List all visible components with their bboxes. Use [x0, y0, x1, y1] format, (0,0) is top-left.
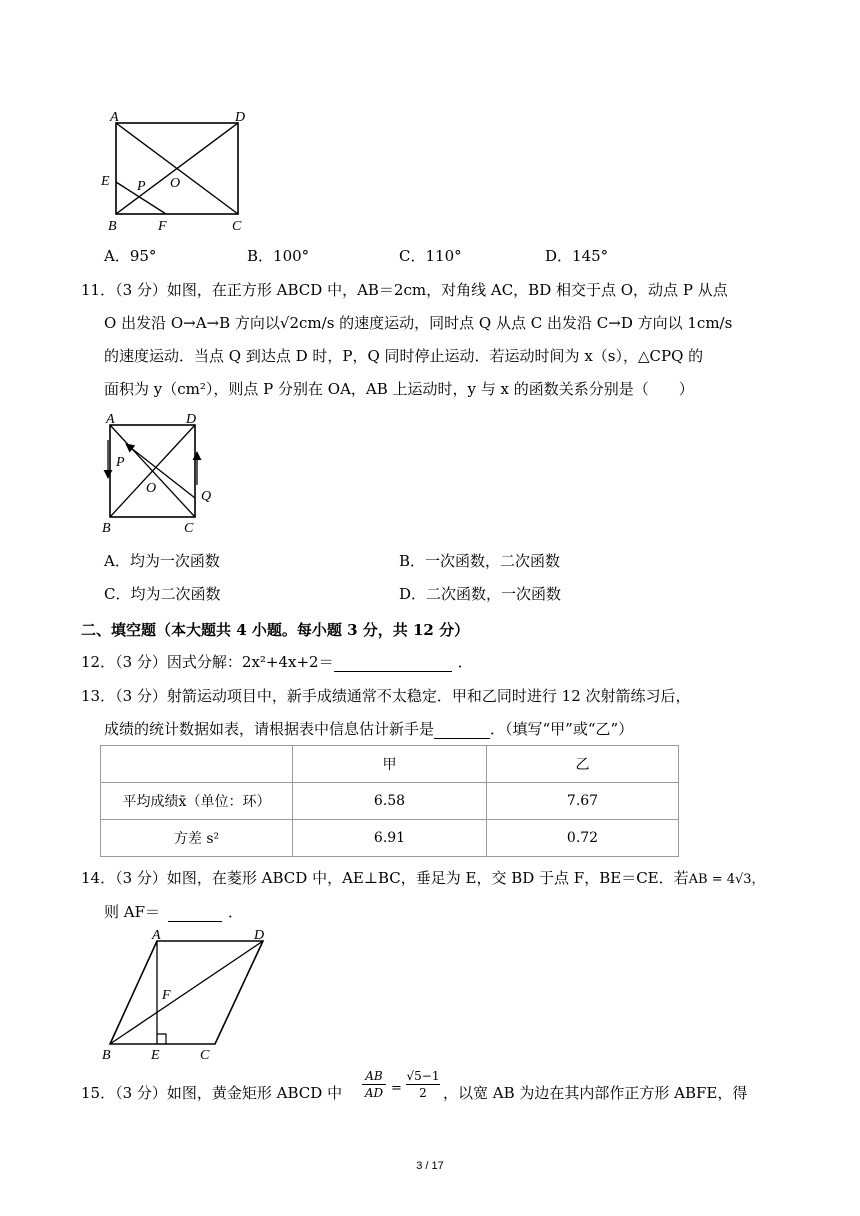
- q13-answer-blank: [434, 722, 490, 739]
- q15-fraction-ab-ad: AB AD: [362, 1068, 386, 1101]
- q14-rhombus-diagram: [96, 926, 276, 1064]
- q14-ab-value: AB = 4√3，: [688, 872, 765, 887]
- svg-text:D: D: [254, 928, 265, 943]
- q11-square-diagram: [96, 410, 226, 538]
- q13-line-1: 13．（3 分）射箭运动项目中，新手成绩通常不太稳定．甲和乙同时进行 12 次射箭练习后，: [81, 687, 691, 705]
- table-cell: 6.58: [293, 783, 487, 820]
- q14-line-2: 则 AF＝ ．: [104, 903, 244, 921]
- table-cell: 7.67: [487, 783, 679, 820]
- q11-figure: [96, 410, 226, 542]
- page-number: 3 / 17: [416, 1160, 444, 1172]
- q11-option-d: D．二次函数，一次函数: [399, 585, 562, 603]
- q11-option-a: A．均为一次函数: [104, 552, 220, 570]
- table-cell: 0.72: [487, 820, 679, 857]
- svg-text:P: P: [137, 179, 146, 194]
- svg-text:O: O: [146, 481, 157, 496]
- svg-text:D: D: [235, 110, 246, 125]
- q10-option-c: C．110°: [399, 247, 462, 265]
- svg-text:A: A: [110, 110, 119, 125]
- q10-option-d: D．145°: [545, 247, 609, 265]
- q13-line-2: 成绩的统计数据如表，请根据表中信息估计新手是 ．（填写“甲”或“乙”）: [104, 720, 634, 738]
- svg-text:B: B: [102, 1048, 111, 1063]
- svg-text:B: B: [102, 521, 111, 536]
- table-header-cell: 乙: [487, 746, 679, 783]
- table-header-row: [101, 746, 679, 783]
- svg-text:E: E: [151, 1048, 160, 1063]
- svg-text:F: F: [162, 988, 171, 1003]
- table-cell: 平均成绩x̄（单位：环）: [101, 783, 293, 820]
- svg-text:D: D: [186, 412, 197, 427]
- svg-text:O: O: [170, 176, 181, 191]
- svg-text:C: C: [200, 1048, 210, 1063]
- svg-text:A: A: [152, 928, 161, 943]
- q12-line: 12．（3 分）因式分解：2x²+4x+2＝ ．: [81, 653, 473, 671]
- q12-answer-blank: [334, 655, 452, 672]
- q11-line-2: O 出发沿 O→A→B 方向以√2cm/s 的速度运动，同时点 Q 从点 C 出发沿 C→D 方向以 1cm/s: [104, 314, 733, 332]
- svg-text:B: B: [108, 219, 117, 234]
- q14-figure: [96, 926, 276, 1068]
- table-row: [101, 783, 679, 820]
- q10-option-a: A．95°: [104, 247, 157, 265]
- svg-text:F: F: [158, 219, 167, 234]
- q10-option-b: B．100°: [247, 247, 310, 265]
- svg-text:C: C: [184, 521, 194, 536]
- sqrt-2: √2: [279, 314, 300, 332]
- svg-text:Q: Q: [201, 489, 212, 504]
- table-cell: 6.91: [293, 820, 487, 857]
- table-row: [101, 820, 679, 857]
- svg-text:P: P: [116, 455, 125, 470]
- svg-text:A: A: [106, 412, 115, 427]
- q11-option-c: C．均为二次函数: [104, 585, 221, 603]
- q10-rectangle-diagram: [96, 106, 256, 234]
- q11-line-3: 的速度运动．当点 Q 到达点 D 时，P，Q 同时停止运动．若运动时间为 x（s），△CPQ 的: [104, 347, 704, 365]
- q13-stats-table: [100, 745, 679, 857]
- q11-line-4: 面积为 y（cm²），则点 P 分别在 OA，AB 上运动时，y 与 x 的函数关系分别是（ ）: [104, 380, 694, 398]
- q10-figure: [96, 106, 256, 238]
- q11-option-b: B．一次函数，二次函数: [399, 552, 561, 570]
- q11-line-1: 11．（3 分）如图，在正方形 ABCD 中，AB＝2cm，对角线 AC，BD 相交于点 O，动点 P 从点: [81, 281, 728, 299]
- section-2-heading: 二、填空题（本大题共 4 小题。每小题 3 分，共 12 分）: [81, 621, 470, 639]
- q14-line-1: 14．（3 分）如图，在菱形 ABCD 中，AE⊥BC，垂足为 E，交 BD 于点 F，BE＝CE．若AB = 4√3，: [81, 869, 765, 887]
- svg-text:E: E: [101, 174, 110, 189]
- table-header-cell: [101, 746, 293, 783]
- svg-text:C: C: [232, 219, 242, 234]
- table-header-cell: 甲: [293, 746, 487, 783]
- q15-fraction-golden: √5−1 2: [406, 1069, 440, 1100]
- q14-answer-blank: [168, 905, 222, 922]
- table-cell: 方差 s²: [101, 820, 293, 857]
